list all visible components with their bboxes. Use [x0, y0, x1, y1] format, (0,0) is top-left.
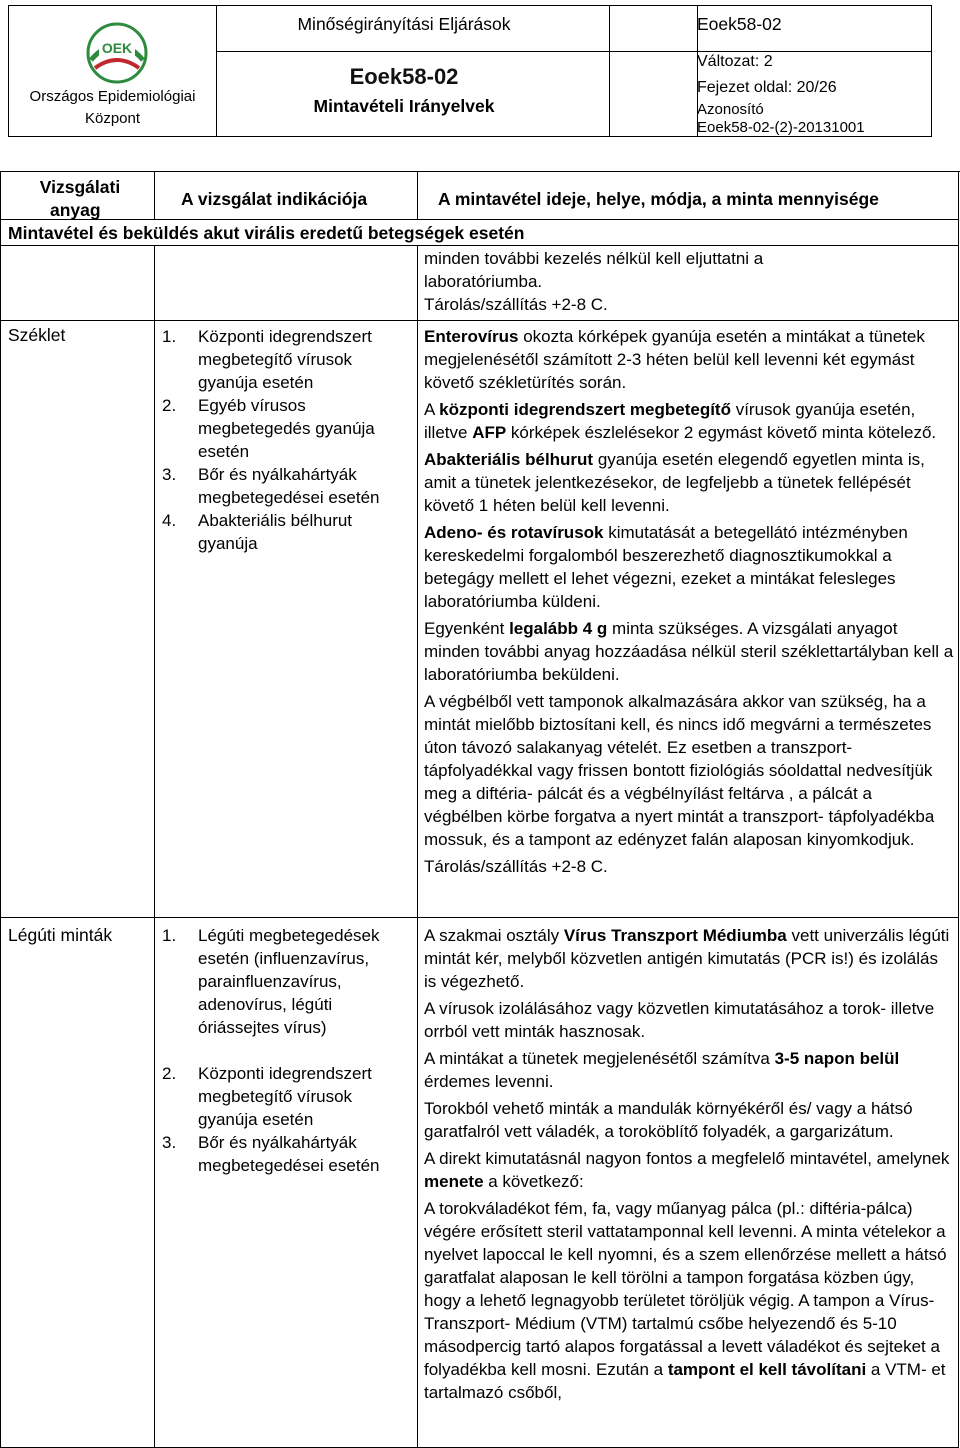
sampling-text-stool: [424, 325, 954, 882]
continued-line3: Tárolás/szállítás +2-8 C.: [424, 295, 608, 314]
text-span: A direkt kimutatásnál nagyon fontos a megfelelő mintavétel, amelynek: [424, 1149, 950, 1168]
identifier-value: Eoek58-02-(2)-20131001: [697, 119, 865, 136]
indication-item: [162, 509, 412, 555]
paragraph-abacterial: [424, 448, 954, 517]
identifier-label: Azonosító: [697, 101, 764, 118]
indication-item: [162, 394, 412, 463]
text-span: A torokváladékot fém, fa, vagy műanyag pálca (pl.: diftéria-pálca) végére erősített steril vattatamponnal kell levenni. A minta vételekor a nyelvet lapoccal le kell nyomni, és a szem ellenőrzése mellett a hátsó garatfalat alaposan le kell törölni a tampon forgatása közben úgy, hogy a lehető legnagyobb területet töröljük végig. A tampon a Vírus-Transzport- Médium (VTM) tartalmú csőbe helyezendő és 5-10 másodpercig tartó alapos forgatással a levett váladékot és sejteket a folyadékba kell mosni. Ezután a: [424, 1199, 947, 1379]
term-adeno-rota: Adeno- és rotavírusok: [424, 523, 604, 542]
paragraph-procedure: [424, 1147, 954, 1193]
column-header-specimen: [30, 176, 130, 222]
specimen-respiratory: Légúti minták: [8, 925, 113, 945]
paragraph-enterovirus: [424, 325, 954, 394]
document-category: Minőségirányítási Eljárások: [297, 14, 511, 34]
chapter-page: Fejezet oldal: 20/26: [697, 79, 837, 96]
indication-item: [162, 924, 412, 1039]
text-span: érdemes levenni.: [424, 1072, 554, 1091]
text-span: A mintákat a tünetek megjelenésétől számítva: [424, 1049, 775, 1068]
logo-text: OEK: [101, 40, 133, 56]
indication-text: Abakteriális bélhurut gyanúja: [198, 511, 353, 553]
version: Változat: 2: [697, 53, 773, 70]
text-span: minta szükséges. A vizsgálati anyagot minden további anyag hozzáadása nélkül steril széklettartályban kell a laboratóriumba beküldeni.: [424, 619, 954, 684]
organization-block: [9, 6, 216, 136]
indication-item: [162, 325, 412, 394]
indication-number: 3.: [162, 465, 177, 484]
indication-text: Központi idegrendszert megbetegítő vírusok gyanúja esetén: [198, 1064, 372, 1129]
indication-number: 1.: [162, 926, 177, 945]
term-abacterial: Abakteriális bélhurut: [424, 450, 594, 469]
text-span: vett univerzális légúti mintát kér, melyből közvetlen antigén kimutatás (PCR is!) és izolálás is végezhető.: [424, 926, 950, 991]
indication-text: Bőr és nyálkahártyák megbetegedései esetén: [198, 465, 380, 507]
indication-number: 2.: [162, 396, 177, 415]
org-name-line1: Országos Epidemiológiai: [29, 88, 196, 105]
term-timing: 3-5 napon belül: [774, 1049, 900, 1068]
indication-text: Egyéb vírusos megbetegedés gyanúja esetén: [198, 396, 375, 461]
indication-list-stool: [162, 325, 412, 555]
indication-number: 1.: [162, 327, 177, 346]
text-span: a következő:: [483, 1172, 584, 1191]
term-quantity: legalább 4 g: [509, 619, 608, 638]
term-enterovirus: Enterovírus: [424, 327, 519, 346]
text-span: okozta kórképek gyanúja esetén a mintákat a tünetek megjelenésétől számított 2-3 héten belül kell levenni két egymást követő székletürítés során.: [424, 327, 925, 392]
paragraph-quantity: [424, 617, 954, 686]
column-header-sampling: A mintavétel ideje, helye, módja, a minta mennyisége: [438, 189, 879, 209]
paragraph-cns: [424, 398, 954, 444]
org-name-line2: Központ: [84, 110, 141, 127]
continued-line1: minden további kezelés nélkül kell eljuttatni a: [424, 249, 764, 268]
paragraph-adeno-rota: [424, 521, 954, 613]
paragraph-timing: [424, 1047, 954, 1093]
text-span: kórképek észlelésekor 2 egymást követő minta kötelező.: [506, 423, 937, 442]
paragraph-storage: Tárolás/szállítás +2-8 C.: [424, 857, 608, 876]
continued-text: [424, 247, 954, 316]
indication-number: 2.: [162, 1064, 177, 1083]
indication-number: 4.: [162, 511, 177, 530]
document-id-top: Eoek58-02: [697, 14, 782, 34]
indication-number: 3.: [162, 1133, 177, 1152]
indication-text: Bőr és nyálkahártyák megbetegedései esetén: [198, 1133, 380, 1175]
text-span: Egyenként: [424, 619, 510, 638]
text-span: a VTM- et tartalmazó csőből,: [424, 1360, 946, 1402]
document-code: Eoek58-02: [349, 64, 459, 89]
indication-list-respiratory: [162, 924, 412, 1177]
text-span: A: [424, 400, 440, 419]
term-remove-swab: tampont el kell távolítani: [667, 1360, 867, 1379]
continued-line2: laboratóriumba.: [424, 272, 543, 291]
indication-item: [162, 1062, 412, 1131]
organization-name: [9, 86, 216, 130]
term-afp: AFP: [472, 423, 507, 442]
indication-text: Légúti megbetegedések esetén (influenzavírus, parainfluenzavírus, adenovírus, légúti óriássejtes vírus): [198, 926, 380, 1037]
paragraph-swab-method: [424, 1197, 954, 1404]
column-header-specimen-line2: anyag: [50, 200, 101, 220]
indication-text: Központi idegrendszert megbetegítő vírusok gyanúja esetén: [198, 327, 372, 392]
term-procedure: menete: [424, 1172, 484, 1191]
oek-logo: [81, 22, 153, 84]
specimen-stool: Széklet: [8, 325, 66, 345]
indication-item: [162, 463, 412, 509]
indication-item: [162, 1131, 412, 1177]
sampling-text-respiratory: [424, 924, 954, 1408]
paragraph-throat-samples: Torokból vehető minták a mandulák környékéről és/ vagy a hátsó garatfalról vett váladék, a toroköblítő folyadék, a gargarizátum.: [424, 1099, 913, 1141]
column-header-specimen-line1: Vizsgálati: [39, 177, 121, 197]
text-span: A szakmai osztály: [424, 926, 564, 945]
text-span: kimutatását a betegellátó intézményben kereskedelmi forgalomból beszerezhető diagnosztikumokkal a betegágy mellett el lehet végezni, ezeket a mintákat felesleges laboratóriumba küldeni.: [424, 523, 908, 611]
paragraph-vtm: [424, 924, 954, 993]
column-header-indication: A vizsgálat indikációja: [181, 189, 368, 209]
document-title: Mintavételi Irányelvek: [313, 96, 495, 116]
text-span: vírusok gyanúja esetén, illetve: [424, 400, 916, 442]
term-vtm: Vírus Transzport Médiumba: [563, 926, 787, 945]
text-span: gyanúja esetén elegendő egyetlen minta is, amit a tünetek jelentkezésekor, de legfeljebb a tünetek fellépését követő 1 héten belül kell levenni.: [424, 450, 925, 515]
paragraph-rectal-swab: A végbélből vett tamponok alkalmazására akkor van szükség, ha a mintát mielőbb biztosítani kell, és nincs idő megvárni a természetes úton távozó salakanyag vételét. Ez esetben a transzport- tápfolyadékkal vagy frissen bontott fiziológiás sóoldattal nedvesítjük meg a diftéria- pálcát és a végbélnyílást feltárva , a pálcát a végbélben körbe forgatva a nyert mintát a transzport- tápfolyadékba mossuk, és a tampont az edényzet falán alaposan kinyomkodjuk.: [424, 692, 935, 849]
section-title: Mintavétel és beküldés akut virális eredetű betegségek esetén: [8, 223, 525, 243]
paragraph-isolation: A vírusok izolálásához vagy közvetlen kimutatásához a torok- illetve orrból vett minták hasznosak.: [424, 999, 935, 1041]
term-cns: központi idegrendszert megbetegítő: [439, 400, 731, 419]
